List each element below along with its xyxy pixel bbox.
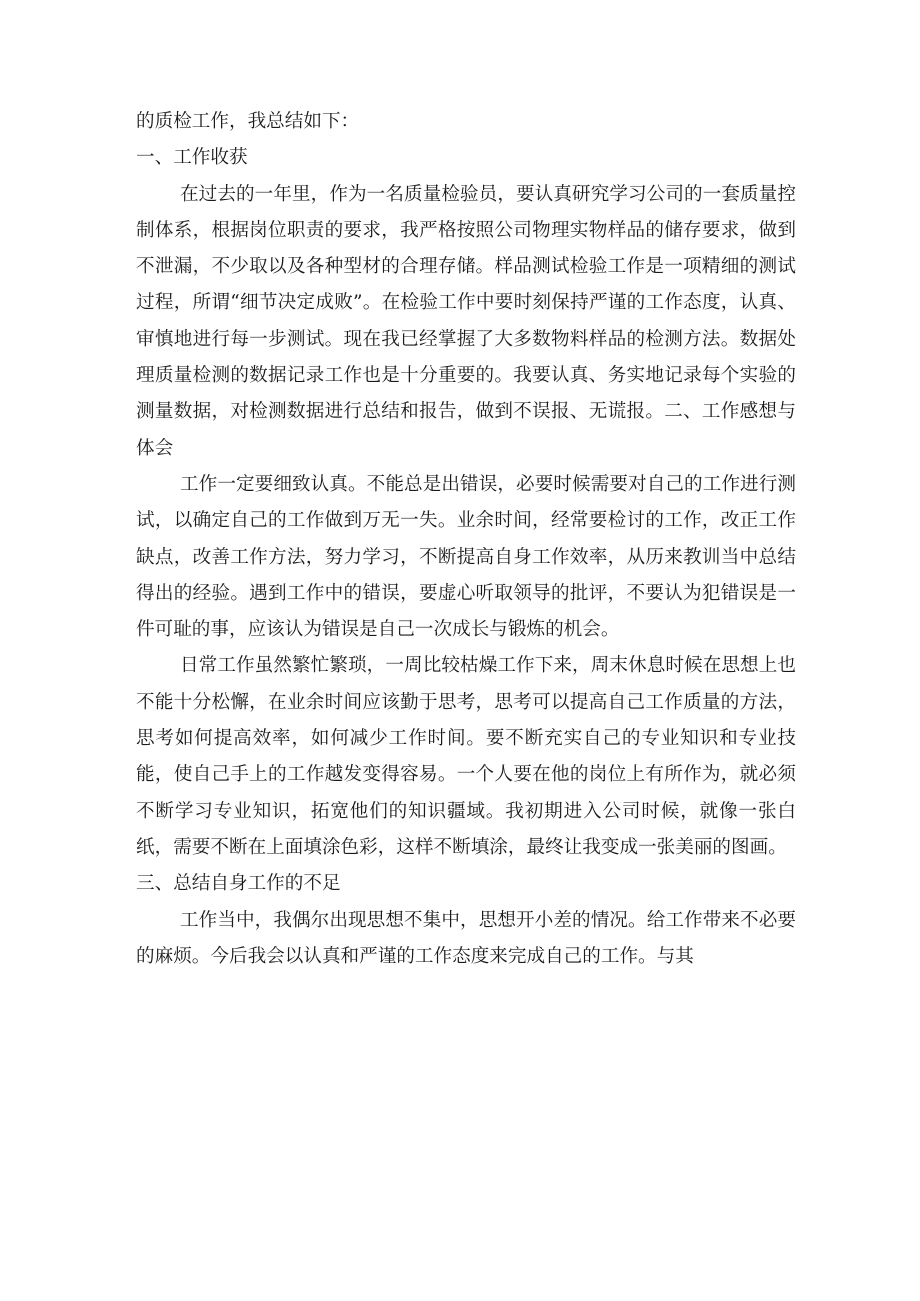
paragraph-shortcomings: 工作当中，我偶尔出现思想不集中，思想开小差的情况。给工作带来不必要的麻烦。今后我会以认真和严谨的工作态度来完成自己的工作。与其 [136,909,796,967]
paragraph-daily-work: 日常工作虽然繁忙繁琐，一周比较枯燥工作下来，周末休息时候在思想上也不能十分松懈，在业余时间应该勤于思考，思考可以提高自己工作质量的方法，思考如何提高效率，如何减少工作时间。要不断充实自己的专业知识和专业技能，使自己手上的工作越发变得容易。一个人要在他的岗位上有所作为，就必须不断学习专业知识，拓宽他们的知识疆域。我初期进入公司时候，就像一张白纸，需要不断在上面填涂色彩，这样不断填涂，最终让我变成一张美丽的图画。 [136,655,796,858]
paragraph-gains: 在过去的一年里，作为一名质量检验员，要认真研究学习公司的一套质量控制体系，根据岗位职责的要求，我严格按照公司物理实物样品的储存要求，做到不泄漏，不少取以及各种型材的合理存储。样品测试检验工作是一项精细的测试过程，所谓“细节决定成败”。在检验工作中要时刻保持严谨的工作态度，认真、审慎地进行每一步测试。现在我已经掌握了大多数物料样品的检测方法。数据处理质量检测的数据记录工作也是十分重要的。我要认真、务实地记录每个实验的测量数据，对检测数据进行总结和报告，做到不误报、无谎报。二、工作感想与体会 [136,183,796,459]
paragraph-intro: 的质检工作，我总结如下： [136,111,360,132]
section-heading-gains: 一、工作收获 [136,147,248,169]
section-heading-shortcomings: 三、总结自身工作的不足 [136,873,341,895]
paragraph-careful-work: 工作一定要细致认真。不能总是出错误，必要时候需要对自己的工作进行测试，以确定自己的工作做到万无一失。业余时间，经常要检讨的工作，改正工作缺点，改善工作方法，努力学习，不断提高自身工作效率，从历来教训当中总结得出的经验。遇到工作中的错误，要虚心听取领导的批评，不要认为犯错误是一件可耻的事，应该认为错误是自己一次成长与锻炼的机会。 [136,473,796,641]
document-page [136,104,796,975]
